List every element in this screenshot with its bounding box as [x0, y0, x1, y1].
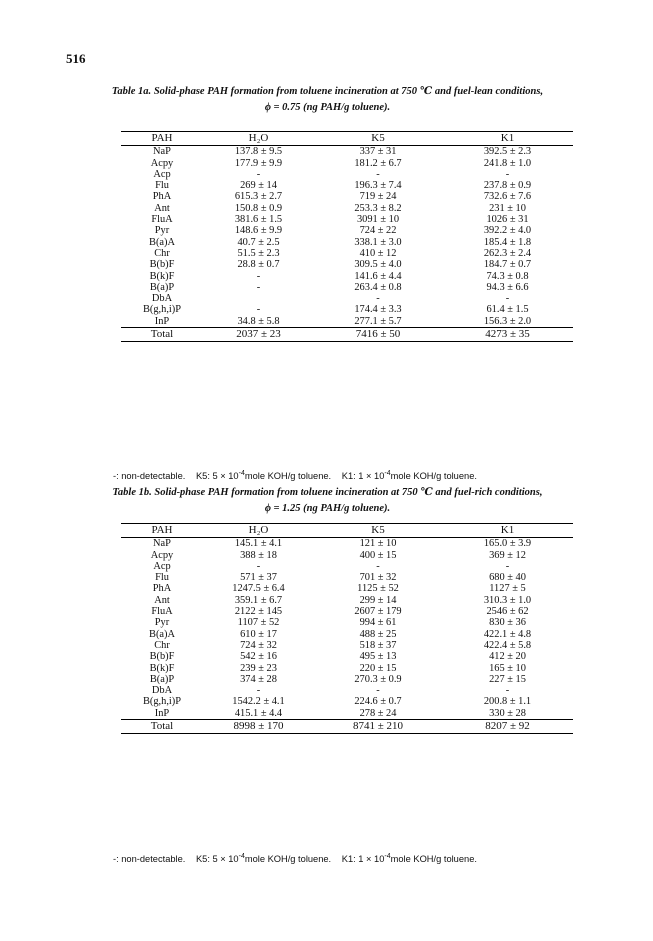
cell-k5-value: 3091 ± 10	[356, 214, 400, 226]
cell-k1-value: 830 ± 36	[489, 617, 526, 629]
cell-k5-value: 410 ± 12	[359, 247, 397, 259]
table-header-row	[121, 132, 573, 146]
cell-k5-value: 1125 ± 52	[357, 583, 399, 595]
cell-k1-value: 94.3 ± 6.6	[486, 281, 529, 293]
cell-k1-value: 330 ± 28	[489, 707, 526, 719]
cell-k1-value: 156.3 ± 2.0	[483, 315, 532, 327]
cell-k1-value: 2546 ± 62	[486, 606, 529, 618]
table-row	[121, 640, 573, 651]
cell-k5-value: 299 ± 14	[359, 594, 397, 606]
cell-h2o-value: 1542.2 ± 4.1	[232, 696, 285, 708]
cell-k1-value: 184.7 ± 0.7	[483, 259, 532, 271]
cell-h2o-value: -	[256, 168, 261, 180]
footnote-k1-exponent: -4	[384, 470, 391, 477]
cell-k5-value: 518 ± 37	[359, 639, 397, 651]
total-h2o: 8998 ± 170	[203, 720, 314, 734]
table-row	[121, 685, 573, 696]
cell-h2o-value: 1247.5 ± 6.4	[232, 583, 285, 595]
cell-pah-name: FluA	[151, 214, 173, 226]
cell-h2o-value: -	[256, 281, 261, 293]
table-row	[121, 316, 573, 328]
cell-k5-value: 121 ± 10	[359, 538, 397, 550]
table-row	[121, 708, 573, 720]
cell-pah-name: B(a)P	[149, 673, 175, 685]
cell-k1-value: 200.8 ± 1.1	[483, 696, 532, 708]
table-row	[121, 225, 573, 236]
column-header-pah: PAH	[121, 524, 203, 538]
cell-h2o-value: 571 ± 37	[240, 572, 277, 584]
footnote-k1-base: K1: 1 × 10	[341, 854, 385, 865]
table-row	[121, 259, 573, 270]
cell-k1-value: 231 ± 10	[489, 202, 526, 214]
cell-k5-value: 270.3 ± 0.9	[354, 673, 402, 685]
column-header-h2o: H₂O	[203, 524, 314, 538]
cell-h2o-value	[203, 293, 314, 304]
cell-k5-value: 337 ± 31	[359, 146, 397, 158]
cell-h2o-value: 359.1 ± 6.7	[234, 594, 283, 606]
table-1b-label: Table 1b.	[112, 487, 152, 498]
total-k1: 8207 ± 92	[442, 720, 573, 734]
cell-pah-name: InP	[154, 315, 170, 327]
cell-h2o-value: -	[256, 304, 261, 316]
table-1a-caption-line2: ϕ = 0.75 (ng PAH/g toluene).	[264, 102, 391, 114]
footnote-k1	[342, 471, 477, 481]
cell-pah-name: B(a)A	[149, 236, 175, 248]
cell-k5-value: 994 ± 61	[359, 617, 397, 629]
footnote-k1-base: K1: 1 × 10	[341, 471, 385, 482]
cell-k5-value: 724 ± 22	[359, 225, 397, 237]
footnote-k1-unit: mole KOH/g toluene.	[390, 854, 477, 865]
cell-k5-value: 719 ± 24	[359, 191, 397, 203]
total-row	[121, 328, 573, 342]
table-row	[121, 158, 573, 169]
cell-h2o-value: 269 ± 14	[240, 180, 277, 192]
cell-k1-value: 732.6 ± 7.6	[483, 191, 532, 203]
footnote-nondetectable: -: non-detectable.	[113, 471, 186, 482]
cell-h2o-value: 374 ± 28	[240, 673, 277, 685]
cell-k1-value: 165 ± 10	[489, 662, 526, 674]
table-row	[121, 538, 573, 550]
cell-pah-name: Flu	[155, 180, 169, 192]
cell-pah-name: InP	[154, 707, 170, 719]
cell-h2o-value: 40.7 ± 2.5	[237, 236, 280, 248]
cell-pah-name: B(b)F	[149, 259, 175, 271]
cell-k1-value: 310.3 ± 1.0	[483, 594, 532, 606]
cell-pah-name: B(b)F	[149, 651, 175, 663]
table-1b-caption-line2: ϕ = 1.25 (ng PAH/g toluene).	[264, 503, 391, 515]
table-row	[121, 293, 573, 304]
cell-pah-name: B(a)A	[149, 628, 175, 640]
column-header-pah: PAH	[121, 132, 203, 146]
cell-k5-value: 220 ± 15	[359, 662, 397, 674]
cell-k1-value: 61.4 ± 1.5	[486, 304, 529, 316]
table-1b-footnote	[113, 853, 593, 864]
cell-k1-value: 392.5 ± 2.3	[483, 146, 532, 158]
total-label: Total	[121, 328, 203, 342]
cell-pah-name: Flu	[155, 572, 169, 584]
cell-pah-name: Ant	[154, 594, 170, 606]
table-row	[121, 629, 573, 640]
cell-pah-name: DbA	[151, 293, 173, 305]
cell-h2o-value: 239 ± 23	[240, 662, 277, 674]
total-k1: 4273 ± 35	[442, 328, 573, 342]
cell-k1-value: 1026 ± 31	[486, 214, 529, 226]
cell-pah-name: Chr	[154, 639, 170, 651]
cell-k5-value: 277.1 ± 5.7	[354, 315, 402, 327]
cell-h2o-value: 28.8 ± 0.7	[237, 259, 280, 271]
cell-pah-name: DbA	[151, 685, 173, 697]
cell-pah-name: Pyr	[154, 225, 170, 237]
cell-pah-name: Acp	[153, 168, 171, 180]
cell-k1-value: 392.2 ± 4.0	[483, 225, 532, 237]
table-row	[121, 203, 573, 214]
table-1a-caption-line1	[40, 84, 615, 100]
cell-h2o-value: -	[256, 685, 261, 697]
cell-pah-name: PhA	[152, 191, 172, 203]
table-row	[121, 696, 573, 707]
table-row	[121, 617, 573, 628]
cell-k5-value: -	[376, 560, 380, 572]
cell-k1-value: 237.8 ± 0.9	[483, 180, 532, 192]
cell-k1-value: -	[505, 168, 510, 180]
cell-h2o-value: -	[256, 270, 261, 282]
cell-k1-value: 165.0 ± 3.9	[483, 538, 532, 550]
table-row	[121, 271, 573, 282]
table-1b-caption-line1	[40, 485, 615, 501]
column-header-k1: K1	[442, 132, 573, 146]
cell-h2o-value: 610 ± 17	[240, 628, 277, 640]
cell-h2o-value: 724 ± 32	[240, 639, 277, 651]
total-h2o: 2037 ± 23	[203, 328, 314, 342]
cell-pah-name: B(g,h,i)P	[142, 696, 182, 708]
cell-h2o-value: 145.1 ± 4.1	[234, 538, 283, 550]
cell-pah-name: B(g,h,i)P	[142, 304, 182, 316]
cell-k5-value: 141.6 ± 4.4	[354, 270, 402, 282]
cell-k5-value: 338.1 ± 3.0	[354, 236, 402, 248]
cell-h2o-value: 51.5 ± 2.3	[237, 247, 280, 259]
cell-pah-name: NaP	[153, 538, 171, 550]
footnote-k5-unit: mole KOH/g toluene.	[244, 854, 332, 865]
cell-k1-value: 422.4 ± 5.8	[483, 639, 532, 651]
cell-k1-value: 241.8 ± 1.0	[483, 157, 532, 169]
cell-k5-value: 181.2 ± 6.7	[354, 157, 402, 169]
cell-k1-value: 227 ± 15	[489, 673, 526, 685]
table-row	[121, 583, 573, 594]
cell-k5-value: 263.4 ± 0.8	[354, 281, 402, 293]
cell-h2o-value: -	[256, 560, 261, 572]
cell-pah-name: B(a)P	[149, 281, 175, 293]
table-header-row	[121, 524, 573, 538]
cell-k5-value: -	[376, 685, 380, 697]
table-row	[121, 304, 573, 315]
cell-k5-value: 174.4 ± 3.3	[354, 304, 402, 316]
cell-pah-name: B(k)F	[149, 662, 175, 674]
table-1a-label: Table 1a.	[111, 86, 152, 97]
footnote-k1-unit: mole KOH/g toluene.	[390, 471, 477, 482]
cell-k1-value: 680 ± 40	[489, 572, 526, 584]
cell-k5-value: 278 ± 24	[359, 707, 397, 719]
cell-h2o-value: 177.9 ± 9.9	[234, 157, 283, 169]
footnote-k1	[342, 854, 477, 864]
table-1a	[121, 131, 573, 342]
cell-k5-value: 196.3 ± 7.4	[354, 180, 402, 192]
column-header-h2o: H₂O	[203, 132, 314, 146]
table-row	[121, 146, 573, 158]
cell-k5-value: -	[376, 293, 380, 305]
total-label: Total	[121, 720, 203, 734]
cell-h2o-value: 1107 ± 52	[237, 617, 280, 629]
table-row	[121, 248, 573, 259]
table-row	[121, 572, 573, 583]
table-1b-caption	[40, 485, 615, 518]
cell-pah-name: B(k)F	[149, 270, 175, 282]
cell-k5-value: 400 ± 15	[359, 549, 397, 561]
cell-k5-value: 701 ± 32	[359, 572, 397, 584]
table-row	[121, 674, 573, 685]
table-row	[121, 191, 573, 202]
table-row	[121, 169, 573, 180]
cell-k1-value: -	[505, 293, 510, 305]
cell-k5-value: 224.6 ± 0.7	[354, 696, 402, 708]
column-header-k5: K5	[314, 524, 442, 538]
table-1b	[121, 523, 573, 734]
total-k5: 8741 ± 210	[314, 720, 442, 734]
cell-h2o-value: 148.6 ± 9.9	[234, 225, 283, 237]
table-row	[121, 651, 573, 662]
footnote-k5-unit: mole KOH/g toluene.	[244, 471, 332, 482]
cell-h2o-value: 381.6 ± 1.5	[234, 214, 283, 226]
cell-k5-value: 495 ± 13	[359, 651, 397, 663]
cell-pah-name: Acpy	[150, 157, 174, 169]
footnote-k1-exponent: -4	[384, 853, 391, 860]
table-row	[121, 180, 573, 191]
total-k5: 7416 ± 50	[314, 328, 442, 342]
cell-h2o-value: 137.8 ± 9.5	[234, 146, 283, 158]
cell-k5-value: 2607 ± 179	[354, 606, 402, 618]
cell-k1-value: 369 ± 12	[489, 549, 526, 561]
table-row	[121, 595, 573, 606]
table-row	[121, 663, 573, 674]
table-row	[121, 282, 573, 293]
total-row	[121, 720, 573, 734]
footnote-k5-exponent: -4	[238, 853, 245, 860]
cell-k5-value: 488 ± 25	[359, 628, 397, 640]
table-1a-title: Solid-phase PAH formation from toluene incineration at 750 ℃ and fuel-lean conditions,	[153, 86, 544, 97]
cell-pah-name: Chr	[154, 247, 170, 259]
table-1a-footnote	[113, 470, 593, 481]
column-header-k5: K5	[314, 132, 442, 146]
cell-k1-value: 1127 ± 5	[489, 583, 526, 595]
column-header-k1: K1	[442, 524, 573, 538]
cell-pah-name: Ant	[154, 202, 170, 214]
table-row	[121, 550, 573, 561]
cell-pah-name: Acp	[153, 560, 171, 572]
cell-pah-name: FluA	[151, 606, 173, 618]
cell-k1-value: -	[505, 685, 510, 697]
cell-h2o-value: 150.8 ± 0.9	[234, 202, 283, 214]
footnote-k5-base: K5: 5 × 10	[195, 854, 239, 865]
cell-h2o-value: 542 ± 16	[240, 651, 277, 663]
table-1b-title: Solid-phase PAH formation from toluene incineration at 750 ℃ and fuel-rich conditions,	[154, 487, 543, 498]
cell-k1-value: 185.4 ± 1.8	[483, 236, 532, 248]
cell-h2o-value: 415.1 ± 4.4	[234, 707, 283, 719]
footnote-k5	[196, 854, 331, 864]
cell-k1-value: 422.1 ± 4.8	[483, 628, 532, 640]
cell-h2o-value: 388 ± 18	[240, 549, 277, 561]
cell-k5-value: 309.5 ± 4.0	[354, 259, 402, 271]
cell-k5-value: -	[376, 168, 380, 180]
cell-k1-value: 74.3 ± 0.8	[486, 270, 529, 282]
footnote-nondetectable: -: non-detectable.	[113, 854, 186, 865]
cell-h2o-value: 2122 ± 145	[234, 606, 283, 618]
table-row	[121, 561, 573, 572]
cell-k1-value: 262.3 ± 2.4	[483, 247, 532, 259]
cell-k1-value: -	[505, 560, 510, 572]
footnote-k5-exponent: -4	[238, 470, 245, 477]
cell-h2o-value: 615.3 ± 2.7	[234, 191, 283, 203]
table-1a-caption	[40, 84, 615, 117]
footnote-k5-base: K5: 5 × 10	[195, 471, 239, 482]
cell-h2o-value: 34.8 ± 5.8	[237, 315, 280, 327]
table-row	[121, 237, 573, 248]
table-row	[121, 214, 573, 225]
cell-pah-name: Acpy	[150, 549, 174, 561]
cell-pah-name: NaP	[153, 146, 171, 158]
table-row	[121, 606, 573, 617]
cell-pah-name: Pyr	[154, 617, 170, 629]
footnote-k5	[196, 471, 331, 481]
cell-k1-value: 412 ± 20	[489, 651, 526, 663]
cell-k5-value: 253.3 ± 8.2	[354, 202, 402, 214]
cell-pah-name: PhA	[152, 583, 172, 595]
page-number: 516	[66, 51, 86, 66]
